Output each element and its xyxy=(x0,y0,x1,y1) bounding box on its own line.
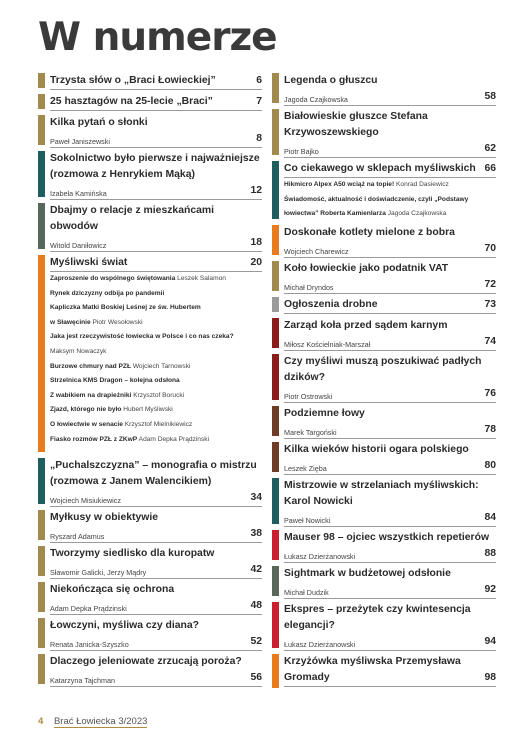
toc-subentry xyxy=(50,301,262,316)
toc-subentry-title: Burzowe chmury nad PZŁ xyxy=(50,362,131,370)
toc-entry-title: 25 hasztagów na 25-lecie „Braci” xyxy=(50,96,213,107)
toc-entry[interactable] xyxy=(272,73,496,109)
toc-subentry xyxy=(50,316,262,331)
toc-entry-header xyxy=(284,109,496,141)
toc-entry-page: 80 xyxy=(484,460,496,471)
toc-entry-author: Wojciech Misiukiewicz xyxy=(50,496,121,505)
toc-entry-header xyxy=(50,73,262,90)
toc-entry-title: Doskonałe kotlety mielone z bobra xyxy=(284,227,455,238)
toc-entry-meta xyxy=(284,546,496,563)
toc-entry[interactable] xyxy=(38,151,262,203)
toc-entry-header xyxy=(284,354,496,386)
toc-entry[interactable] xyxy=(272,109,496,161)
toc-entry-header xyxy=(50,203,262,235)
section-color-bar xyxy=(272,530,279,560)
toc-entry-author: Adam Depka Prądzinski xyxy=(50,604,127,613)
toc-entry-page: 72 xyxy=(484,279,496,290)
toc-entry-header xyxy=(50,115,262,131)
toc-entry[interactable] xyxy=(272,225,496,261)
toc-subentry xyxy=(50,433,262,448)
section-color-bar xyxy=(272,318,279,348)
toc-subentry-title: w Sławęcinie xyxy=(50,318,91,326)
toc-subentry-title: Zjazd, którego nie było xyxy=(50,406,122,414)
toc-column-right xyxy=(272,73,496,694)
toc-entry-header xyxy=(284,602,496,634)
toc-entry-page: 6 xyxy=(256,75,262,86)
toc-entry-header xyxy=(50,458,262,490)
toc-entry-meta xyxy=(284,334,496,351)
section-color-bar xyxy=(38,510,45,540)
toc-entry-page: 76 xyxy=(484,388,496,399)
toc-subentry-author: Maksym Nowaczyk xyxy=(50,347,107,355)
toc-entry-title: Sightmark w budżetowej odsłonie xyxy=(284,568,451,579)
section-color-bar xyxy=(38,618,45,648)
toc-entry-title: Sokolnictwo było pierwsze i najważniejsze (rozmowa z Henrykiem Mąką) xyxy=(50,153,260,180)
toc-subentry-title: Jaka jest rzeczywistość łowiecka w Polsce i co nas czeka? xyxy=(50,333,234,341)
toc-subentry-title: łowiectwa” Roberta KamienIarza xyxy=(284,210,386,218)
page-footer xyxy=(38,716,147,727)
toc-entry-page: 78 xyxy=(484,424,496,435)
toc-entry-header xyxy=(284,161,496,178)
section-color-bar xyxy=(272,406,279,436)
toc-entry-page: 74 xyxy=(484,336,496,347)
section-color-bar xyxy=(272,602,279,648)
toc-subentry-author: Leszek Salamon xyxy=(177,275,226,282)
toc-entry-page: 73 xyxy=(484,299,496,310)
toc-entry-title: Podziemne łowy xyxy=(284,408,365,419)
toc-entry[interactable] xyxy=(38,546,262,582)
toc-entry-meta xyxy=(50,131,262,148)
toc-entry-header xyxy=(50,255,262,272)
toc-entry[interactable] xyxy=(272,318,496,354)
toc-entry-meta xyxy=(284,386,496,403)
section-color-bar xyxy=(272,73,279,103)
section-color-bar xyxy=(272,161,279,219)
toc-entry-header xyxy=(50,510,262,526)
toc-entry-header xyxy=(50,582,262,598)
toc-entry-meta xyxy=(50,670,262,687)
toc-entry-author: Izabela Kamińska xyxy=(50,189,107,198)
toc-subentry xyxy=(50,403,262,418)
section-color-bar xyxy=(38,654,45,684)
toc-entry-page: 58 xyxy=(484,91,496,102)
toc-entry[interactable] xyxy=(38,94,262,115)
toc-subentry-title: Hikmicro Alpex A50 wciąż na topie! xyxy=(284,181,395,188)
toc-entry-meta xyxy=(284,277,496,294)
toc-entry[interactable] xyxy=(38,115,262,151)
toc-subentry xyxy=(50,272,262,287)
toc-subentry xyxy=(50,418,262,433)
toc-entry-title: Dlaczego jeleniowate zrzucają poroża? xyxy=(50,656,242,667)
toc-entry-header xyxy=(284,406,496,422)
toc-entry-title: Koło łowieckie jako podatnik VAT xyxy=(284,263,449,274)
toc-entry[interactable] xyxy=(38,458,262,510)
footer-page-number: 4 xyxy=(38,716,44,727)
toc-entry[interactable] xyxy=(272,566,496,602)
toc-entry[interactable] xyxy=(272,654,496,694)
toc-entry-title: Zarząd koła przed sądem karnym xyxy=(284,320,448,331)
toc-entry[interactable] xyxy=(272,261,496,297)
toc-entry[interactable] xyxy=(272,161,496,225)
toc-entry-author: Michał Dryndos xyxy=(284,283,334,292)
toc-entry-page: 88 xyxy=(484,548,496,559)
toc-entry-meta xyxy=(284,141,496,158)
toc-subentry-title: Kapliczka Matki Boskiej Leśnej ze św. Hubertem xyxy=(50,304,201,312)
toc-entry-author: Leszek Zięba xyxy=(284,464,327,473)
toc-entry-page: 42 xyxy=(250,564,262,575)
section-color-bar xyxy=(38,203,45,249)
toc-entry-title: Ekspres – przeżytek czy kwintesencja elegancji? xyxy=(284,604,471,631)
toc-subentry xyxy=(284,178,496,193)
toc-entry-meta xyxy=(50,235,262,252)
toc-subentry-title: Rynek dziczyzny odbija po pandemii xyxy=(50,289,165,297)
toc-entry-header xyxy=(50,654,262,670)
toc-entry-page: 18 xyxy=(250,237,262,248)
toc-entry-author: Miłosz Kościelniak-Marszał xyxy=(284,340,371,349)
toc-subentry-author: Krzysztof Mielnikiewicz xyxy=(124,420,193,428)
section-color-bar xyxy=(272,654,279,688)
section-color-bar xyxy=(272,109,279,155)
toc-entry[interactable] xyxy=(272,406,496,442)
toc-subentry xyxy=(50,374,262,389)
toc-subentry-author: Wojciech Tarnowski xyxy=(132,362,191,370)
toc-entry-page: 66 xyxy=(484,163,496,174)
toc-entry-meta xyxy=(50,183,262,200)
toc-entry-title: Białowieskie głuszce Stefana Krzywoszewskiego xyxy=(284,111,428,138)
toc-entry-header xyxy=(284,442,496,458)
toc-entry-title: Dbajmy o relacje z mieszkańcami obwodów xyxy=(50,205,215,232)
toc-entry-title: Mauser 98 – ojciec wszystkich repetierów xyxy=(284,532,490,543)
toc-entry-author: Wojciech Charewicz xyxy=(284,247,349,256)
toc-entry-title: „Puchalszczyzna” – monografia o mistrzu (rozmowa z Janem Walencikiem) xyxy=(50,460,257,487)
toc-entry-author: Paweł Nowicki xyxy=(284,516,331,525)
toc-entry-author: Ryszard Adamus xyxy=(50,532,105,541)
toc-entry[interactable] xyxy=(38,255,262,458)
section-color-bar xyxy=(38,94,45,109)
toc-subentry-title: Z wabikiem na drapieżniki xyxy=(50,391,132,399)
toc-entry-meta xyxy=(50,490,262,507)
footer-magazine-issue: Brać Łowiecka 3/2023 xyxy=(53,716,148,727)
toc-entry-author: Renata Janicka-Szyszko xyxy=(50,640,129,649)
toc-entry-meta xyxy=(50,526,262,543)
toc-entry-title: Mistrzowie w strzelaniach myśliwskich: Karol Nowicki xyxy=(284,480,479,507)
toc-entry-author: Marek Targoński xyxy=(284,428,337,437)
toc-entry-meta xyxy=(50,598,262,615)
toc-entry-author: Katarzyna Tajchman xyxy=(50,676,115,685)
toc-entry-header xyxy=(50,618,262,634)
toc-entry-meta xyxy=(284,458,496,475)
toc-entry-title: Czy myśliwi muszą poszukiwać padłych dzików? xyxy=(284,356,482,383)
toc-entry-header xyxy=(50,94,262,111)
toc-entry[interactable] xyxy=(38,582,262,618)
toc-entry-header xyxy=(284,73,496,89)
toc-subentry-author: Hubert Myśliwski xyxy=(123,406,173,414)
toc-entry-title: Legenda o głuszcu xyxy=(284,75,378,86)
section-color-bar xyxy=(38,546,45,576)
toc-subentry-author: Piotr Wesołowski xyxy=(92,318,143,326)
toc-subentry xyxy=(284,193,496,208)
toc-column-left xyxy=(38,73,262,690)
toc-entry-meta xyxy=(284,510,496,527)
toc-entry-author: Michał Dudzik xyxy=(284,588,329,597)
toc-entry-meta xyxy=(284,89,496,106)
toc-entry[interactable] xyxy=(272,354,496,406)
toc-entry-author: Piotr Bajko xyxy=(284,147,319,156)
toc-entry-title: Niekończąca się ochrona xyxy=(50,584,175,595)
section-color-bar xyxy=(272,566,279,596)
toc-entry[interactable] xyxy=(38,510,262,546)
toc-entry-header xyxy=(284,654,496,687)
toc-subentry-title: Strzelnica KMS Dragon – kolejna odsłona xyxy=(50,377,180,385)
toc-subentry-title: Fiasko rozmów PZŁ z ZKwP xyxy=(50,435,138,443)
toc-entry-meta xyxy=(284,422,496,439)
toc-entry-page: 20 xyxy=(250,257,262,268)
toc-subentry xyxy=(50,389,262,404)
toc-entry-author: Paweł Janiszewski xyxy=(50,137,110,146)
toc-entry-header xyxy=(284,225,496,241)
section-color-bar xyxy=(272,225,279,255)
toc-entry-title: Kilka wieków historii ogara polskiego xyxy=(284,444,469,455)
toc-entry-title: Trzysta słów o „Braci Łowieckiej” xyxy=(50,75,216,86)
section-color-bar xyxy=(272,478,279,524)
toc-subentry-title: Świadomość, aktualność i doświadczenie, czyli „Podstawy xyxy=(284,195,469,203)
toc-entry-header xyxy=(284,318,496,334)
toc-subentry xyxy=(284,207,496,222)
section-color-bar xyxy=(272,261,279,291)
toc-entry-page: 94 xyxy=(484,636,496,647)
toc-entry-author: Sławomir Galicki, Jerzy Mądry xyxy=(50,568,147,577)
toc-entry-page: 8 xyxy=(256,133,262,144)
toc-entry-header xyxy=(284,566,496,582)
toc-entry-title: Kilka pytań o słonki xyxy=(50,117,148,128)
toc-entry-page: 84 xyxy=(484,512,496,523)
toc-entry[interactable] xyxy=(272,478,496,530)
toc-entry[interactable] xyxy=(272,442,496,478)
toc-subentry-author: Adam Depka Prądzinski xyxy=(138,435,210,443)
toc-subentry xyxy=(50,287,262,302)
section-color-bar xyxy=(38,255,45,452)
toc-entry-page: 12 xyxy=(250,185,262,196)
toc-entry[interactable] xyxy=(272,602,496,654)
toc-entry-header xyxy=(50,151,262,183)
toc-entry[interactable] xyxy=(272,297,496,318)
section-color-bar xyxy=(38,115,45,145)
section-color-bar xyxy=(38,151,45,197)
toc-entry-page: 34 xyxy=(250,492,262,503)
toc-entry-meta xyxy=(284,634,496,651)
toc-entry-title: Co ciekawego w sklepach myśliwskich xyxy=(284,163,476,174)
toc-entry[interactable] xyxy=(38,618,262,654)
toc-entry-page: 52 xyxy=(250,636,262,647)
toc-entry-meta xyxy=(50,634,262,651)
toc-entry-author: Łukasz Dzierżanowski xyxy=(284,640,356,649)
section-color-bar xyxy=(272,442,279,472)
toc-entry-author: Piotr Ostrowski xyxy=(284,392,333,401)
toc-subentry-title: Zaproszenie do wspólnego świętowania xyxy=(50,275,176,282)
toc-entry-meta xyxy=(50,562,262,579)
toc-entry-header xyxy=(284,297,496,314)
toc-entry[interactable] xyxy=(38,73,262,94)
toc-entry-title: Ogłoszenia drobne xyxy=(284,299,378,310)
toc-entry-title: Myśliwski świat xyxy=(50,257,128,268)
toc-entry-author: Łukasz Dzierżanowski xyxy=(284,552,356,561)
toc-entry-meta xyxy=(284,582,496,599)
section-color-bar xyxy=(272,297,279,312)
toc-subentry-author: Konrad Dasiewicz xyxy=(396,181,449,188)
toc-entry-page: 48 xyxy=(250,600,262,611)
section-color-bar xyxy=(38,458,45,504)
toc-subentry-author: Krzysztof Borucki xyxy=(133,391,185,399)
toc-entry-page: 62 xyxy=(484,143,496,154)
toc-subentry-title: O łowiectwie w senacie xyxy=(50,420,123,428)
toc-subentry xyxy=(50,330,262,345)
toc-entry-page: 56 xyxy=(250,672,262,683)
section-color-bar xyxy=(38,582,45,612)
toc-entry-page: 98 xyxy=(484,672,496,683)
toc-entry-author: Witold Daniłowicz xyxy=(50,241,107,250)
toc-entry-page: 92 xyxy=(484,584,496,595)
toc-entry-page: 38 xyxy=(250,528,262,539)
toc-entry-header xyxy=(284,478,496,510)
toc-entry-title: Tworzymy siedlisko dla kuropatw xyxy=(50,548,215,559)
toc-entry[interactable] xyxy=(38,203,262,255)
toc-subentry xyxy=(50,360,262,375)
toc-entry[interactable] xyxy=(38,654,262,690)
toc-entry-page: 7 xyxy=(256,96,262,107)
section-color-bar xyxy=(38,73,45,88)
toc-entry-title: Myłkusy w obiektywie xyxy=(50,512,158,523)
toc-entry-title: Łowczyni, myśliwa czy diana? xyxy=(50,620,199,631)
toc-entry-meta xyxy=(284,241,496,258)
toc-entry-header xyxy=(50,546,262,562)
toc-subentry-author: Jagoda Czajkowska xyxy=(387,210,447,218)
toc-entry-author: Jagoda Czajkowska xyxy=(284,95,348,104)
toc-entry[interactable] xyxy=(272,530,496,566)
page-title: W numerze xyxy=(38,15,277,60)
toc-entry-title: Krzyżówka myśliwska Przemysława Gromady xyxy=(284,656,461,683)
toc-entry-page: 70 xyxy=(484,243,496,254)
toc-subentry xyxy=(50,345,262,360)
section-color-bar xyxy=(272,354,279,400)
toc-entry-header xyxy=(284,530,496,546)
toc-entry-header xyxy=(284,261,496,277)
